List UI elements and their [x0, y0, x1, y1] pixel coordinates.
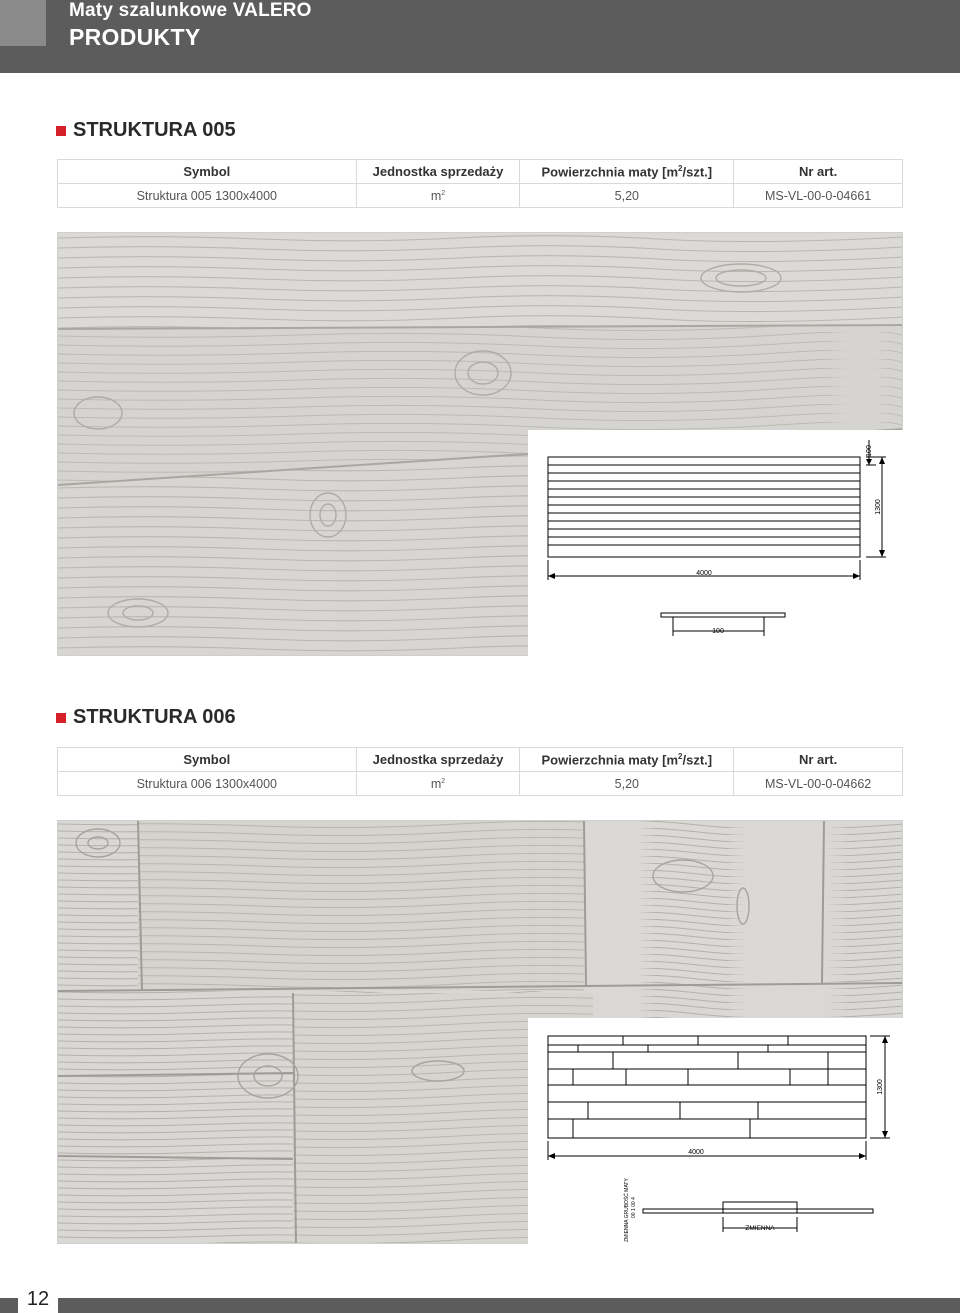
section-title-text: STRUKTURA 006 [73, 706, 236, 728]
col-header-symbol: Symbol [58, 748, 357, 772]
section-title-text: STRUKTURA 005 [73, 119, 236, 141]
note-variable: ZMIENNA [745, 1225, 775, 1232]
header-logo-square [0, 0, 46, 46]
cell-article: MS-VL-00-0-04662 [734, 772, 903, 796]
table-row [58, 184, 903, 208]
col-header-symbol: Symbol [58, 160, 357, 184]
dim-length: 4000 [696, 570, 712, 577]
spec-table-006 [57, 747, 903, 796]
spec-table-005 [57, 159, 903, 208]
cell-unit: $m^2$ [356, 184, 520, 208]
dim-height: 1300 [875, 499, 882, 515]
section-title-005 [56, 119, 236, 142]
table-row [58, 772, 903, 796]
cell-area: 5,20 [520, 772, 734, 796]
technical-drawing-005 [528, 430, 903, 656]
footer-bar [0, 1298, 960, 1313]
cell-unit: $m^2$ [356, 772, 520, 796]
col-header-article: Nr art. [734, 160, 903, 184]
cell-symbol: Struktura 006 1300x4000 [58, 772, 357, 796]
dim-section: 100 [712, 628, 724, 635]
dim-board: 100 [866, 445, 873, 457]
cell-area: 5,20 [520, 184, 734, 208]
bullet-square-icon [56, 713, 66, 723]
page-header [0, 0, 960, 73]
bullet-square-icon [56, 126, 66, 136]
section-title-006 [56, 706, 236, 729]
col-header-area: Powierzchnia maty $[m^2/szt.]$ [520, 748, 734, 772]
page-number: 12 [18, 1286, 58, 1313]
col-header-area: Powierzchnia maty $[m^2/szt.]$ [520, 160, 734, 184]
table-header-row [58, 160, 903, 184]
cell-symbol: Struktura 005 1300x4000 [58, 184, 357, 208]
header-title: Maty szalunkowe VALERO [69, 0, 312, 21]
col-header-unit: Jednostka sprzedaży [356, 160, 520, 184]
col-header-unit: Jednostka sprzedaży [356, 748, 520, 772]
cell-article: MS-VL-00-0-04661 [734, 184, 903, 208]
note-thickness-2: 00 1 00 4 [631, 1197, 637, 1218]
dim-length: 4000 [688, 1149, 704, 1156]
dim-height: 1300 [877, 1079, 884, 1095]
technical-drawing-006 [528, 1018, 903, 1244]
note-thickness-1: ZMIENNA GRUBOŚĆ MATY [624, 1178, 630, 1242]
header-subtitle: PRODUKTY [69, 24, 201, 50]
table-header-row [58, 748, 903, 772]
col-header-article: Nr art. [734, 748, 903, 772]
